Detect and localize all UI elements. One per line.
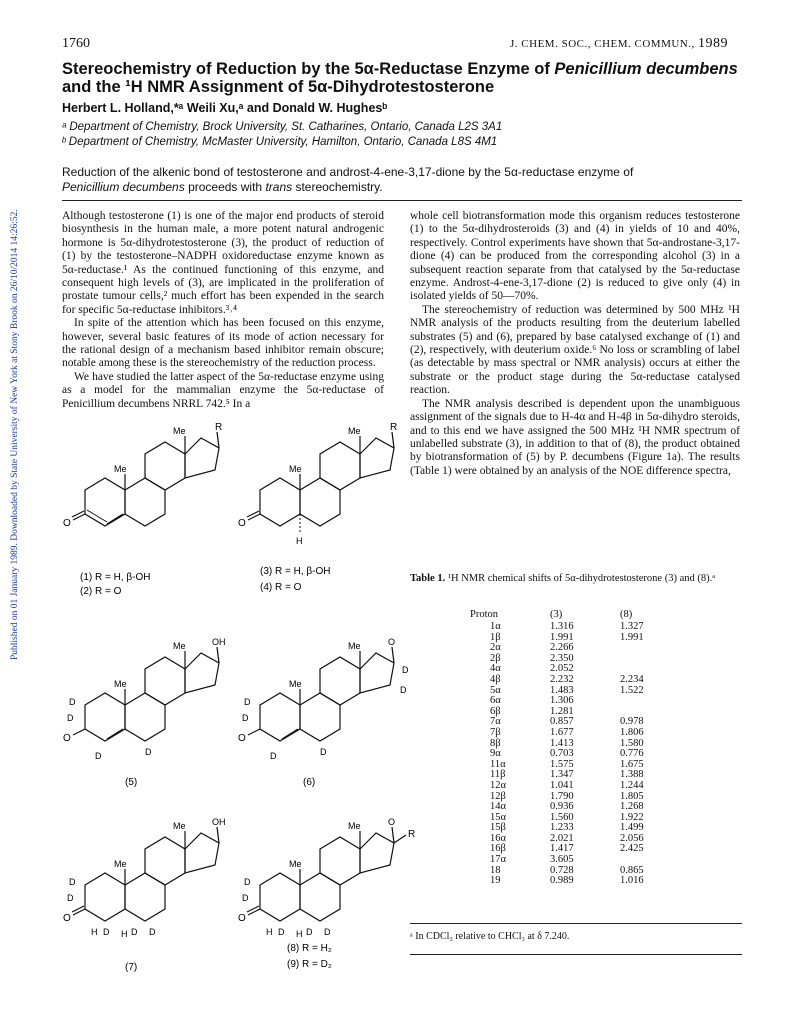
deuterium-label: D [244, 877, 251, 887]
shift-3-cell: 1.575 [550, 758, 574, 770]
proton-cell: 14α [490, 801, 507, 813]
shift-3-cell: 0.728 [550, 864, 574, 876]
oxo-label: O [63, 913, 71, 924]
table-header-row [470, 608, 680, 622]
deuterium-label: D [242, 893, 249, 903]
deuterium-label: D [278, 927, 285, 937]
shift-3-cell: 1.560 [550, 811, 574, 823]
structure-8-label: (8) R = H₂ [287, 943, 332, 954]
deuterium-label: D [67, 893, 74, 903]
shift-3-cell: 1.306 [550, 695, 574, 707]
table-row [470, 664, 680, 675]
shift-3-cell: 2.021 [550, 832, 574, 844]
shift-8-cell: 1.806 [620, 726, 644, 738]
journal-name: J. CHEM. SOC., CHEM. COMMUN., [510, 38, 695, 50]
proton-cell: 1α [490, 621, 501, 632]
column-header-compound-3: (3) [550, 608, 563, 620]
structure-1-2 [63, 422, 222, 529]
deuterium-label: D [131, 927, 138, 937]
deuterium-label: D [242, 713, 249, 723]
proton-cell: 1β [490, 631, 501, 643]
shift-3-cell: 1.417 [550, 843, 574, 855]
methyl-label: Me [114, 679, 127, 689]
table-row [470, 876, 680, 887]
proton-cell: 17α [490, 854, 507, 866]
shift-3-cell: 1.233 [550, 822, 574, 834]
table-row [470, 675, 680, 686]
shift-8-cell: 2.234 [620, 673, 644, 685]
shift-3-cell: 2.266 [550, 642, 574, 654]
methyl-label: Me [114, 859, 127, 869]
table-row [470, 696, 680, 707]
proton-cell: 12α [490, 779, 507, 791]
paragraph: whole cell biotransformation mode this organism reduces testosterone (1) to the 5α-dihydrosteroids (3) and (4) in yields of 10 and 40%, respectively. Control experiments have shown that 5α-androstane-3,17-dione (4) can be produced from the corresponding alcohol (3) in a subsequent reaction separate from that catalysed by the 5α-reductase enzyme. Androst-4-ene-3,17-dione (2) is reduced to give only (4) in isolated yields of 50—70%. [410, 210, 740, 303]
methyl-label: Me [173, 426, 186, 436]
shift-8-cell: 0.865 [620, 864, 644, 876]
abstract-trans: trans [265, 179, 293, 194]
shift-3-cell: 1.483 [550, 684, 574, 696]
paragraph: Although testosterone (1) is one of the major end products of steroid biosynthesis in the human male, a more potent natural androgenic hormone is 5α-dihydrotestosterone (3), the product of reduction of (1) by the testosterone–NADPH oxidoreductase enzyme known as 5α-reductase.¹ As the continued functioning of this enzyme, and consequent high levels of (3), are implicated in the proliferation of prostate tumour cells,² much effort has been expended in the search for specific 5α-reductase inhibitors.³˒⁴ [62, 210, 384, 316]
oxo-label: O [63, 733, 71, 744]
proton-cell: 4β [490, 673, 501, 685]
proton-cell: 11β [490, 769, 506, 781]
table-row [470, 866, 680, 877]
proton-cell: 7α [490, 716, 501, 728]
paragraph: The stereochemistry of reduction was determined by 500 MHz ¹H NMR analysis of the products resulting from the deuterium labelled substrates (5) and (6), prepared by base catalysed exchange of (1) and (2), respectively, with deuterium oxide.⁶ No loss or scrambling of label (as detectable by mass spectral or NMR analysis) occurs at either the substrate or the product stage during the 5α-reductase catalysed reaction. [410, 303, 740, 397]
proton-cell: 19 [490, 875, 501, 887]
shift-3-cell: 1.790 [550, 790, 574, 802]
deuterium-label: D [306, 927, 313, 937]
shift-8-cell: 1.244 [620, 779, 644, 791]
shift-8-cell: 0.978 [620, 716, 644, 728]
proton-cell: 16α [490, 832, 507, 844]
r-group-label: R [390, 422, 398, 433]
proton-cell: 15α [490, 811, 507, 823]
shift-8-cell: 1.522 [620, 684, 644, 696]
table-row [470, 643, 680, 654]
deuterium-label: D [145, 747, 152, 757]
structure-5 [63, 637, 226, 761]
oxo-label: O [238, 518, 246, 529]
r-group-label: R [408, 829, 416, 840]
deuterium-label: D [320, 747, 327, 757]
shift-3-cell: 1.041 [550, 779, 574, 791]
oxo-label: O [238, 913, 246, 924]
nmr-shift-table [470, 608, 680, 887]
shift-3-cell: 2.052 [550, 663, 574, 675]
deuterium-label: D [103, 927, 110, 937]
download-watermark [10, 20, 24, 660]
shift-3-cell: 1.413 [550, 737, 574, 749]
affiliation-a: ᵃ Department of Chemistry, Brock University, St. Catharines, Ontario, Canada L2S 3A1 [62, 121, 503, 133]
shift-8-cell: 1.922 [620, 811, 644, 823]
table-row [470, 855, 680, 866]
deuterium-label: D [244, 697, 251, 707]
proton-cell: 6β [490, 705, 501, 717]
structure-6-label: (6) [303, 777, 316, 788]
table-footnote-divider [410, 923, 742, 924]
hydrogen-label: H [266, 927, 273, 937]
shift-3-cell: 2.232 [550, 673, 574, 685]
shift-3-cell: 2.350 [550, 652, 574, 664]
shift-8-cell [620, 654, 680, 665]
abstract-text: Reduction of the alkenic bond of testosterone and androst-4-ene-3,17-dione by the 5α-reductase enzyme of [62, 165, 634, 179]
structure-9-label: (9) R = D₂ [287, 959, 332, 970]
table-row [470, 728, 680, 739]
shift-3-cell: 0.989 [550, 875, 574, 887]
shift-3-cell: 1.677 [550, 726, 574, 738]
authors: Herbert L. Holland,*ᵃ Weili Xu,ᵃ and Donald W. Hughesᵇ [62, 101, 388, 115]
structure-7-label: (7) [125, 962, 138, 973]
hydroxyl-label: OH [212, 637, 226, 647]
shift-8-cell: 0.776 [620, 748, 644, 760]
left-column-text [62, 210, 384, 411]
affiliation-b: ᵇ Department of Chemistry, McMaster University, Hamilton, Ontario, Canada L8S 4M1 [62, 136, 498, 148]
watermark-text: Published on 01 January 1989. Downloaded by State University of New York at Stony Brook on 26/10/2014 14:26:52. [10, 209, 20, 660]
hydrogen-label: H [91, 927, 98, 937]
shift-3-cell: 1.281 [550, 705, 574, 717]
methyl-label: Me [114, 464, 127, 474]
deuterium-label: D [400, 685, 407, 695]
shift-3-cell: 1.991 [550, 631, 574, 643]
shift-3-cell: 1.316 [550, 621, 574, 632]
abstract-organism: Penicillium decumbens [62, 179, 185, 194]
table-row [470, 622, 680, 633]
paragraph: In spite of the attention which has been focused on this enzyme, however, several basic features of its mode of action necessary for the rational design of a mechanism based inhibitor remain obscure; notable among these is the stereochemistry of the reduction process. [62, 317, 384, 370]
structure-3-4 [238, 422, 397, 546]
table-caption [410, 572, 740, 585]
shift-8-cell: 1.016 [620, 875, 644, 887]
table-row [470, 781, 680, 792]
title-organism: Penicillium decumbens [554, 60, 738, 78]
title-line-2: and the ¹H NMR Assignment of 5α-Dihydrotestosterone [62, 78, 495, 96]
steroid-structures-figure [55, 422, 416, 973]
abstract [62, 165, 742, 194]
proton-cell: 4α [490, 663, 501, 675]
proton-cell: 18 [490, 864, 501, 876]
table-row [470, 739, 680, 750]
hydroxyl-label: OH [212, 817, 226, 827]
proton-cell: 11α [490, 758, 506, 770]
structure-2-label: (2) R = O [80, 586, 122, 597]
methyl-label: Me [173, 641, 186, 651]
shift-8-cell: 2.425 [620, 843, 644, 855]
deuterium-label: D [69, 697, 76, 707]
proton-cell: 8β [490, 737, 501, 749]
proton-cell: 6α [490, 695, 501, 707]
right-column-text [410, 210, 740, 478]
abstract-text: proceeds with [184, 179, 266, 194]
deuterium-label: D [402, 665, 409, 675]
oxo-label: O [63, 518, 71, 529]
methyl-label: Me [348, 426, 361, 436]
shift-8-cell: 1.991 [620, 631, 644, 643]
shift-3-cell: 0.936 [550, 801, 574, 813]
column-header-proton: Proton [470, 608, 499, 620]
hydrogen-label: H [296, 929, 303, 939]
table-footnote: ᵃ In CDCl₃ relative to CHCl₃ at δ 7.240. [410, 931, 570, 942]
proton-cell: 2β [490, 652, 501, 664]
shift-8-cell: 1.580 [620, 737, 644, 749]
journal-header [510, 36, 728, 52]
nmr-table-container [470, 608, 680, 887]
shift-3-cell: 0.703 [550, 748, 574, 760]
paragraph: We have studied the latter aspect of the 5α-reductase enzyme using as a model for the mammalian enzyme the 5α-reductase of Penicillium decumbens NRRL 742.⁵ In a [62, 370, 384, 410]
shift-8-cell: 1.499 [620, 822, 644, 834]
structure-7 [63, 817, 226, 939]
title-part: Stereochemistry of Reduction by the 5α-Reductase Enzyme of [62, 60, 555, 78]
proton-cell: 5α [490, 684, 501, 696]
methyl-label: Me [289, 859, 302, 869]
paragraph: The NMR analysis described is dependent upon the unambiguous assignment of the signals due to H-4α and H-4β in 5α-dihydro steroids, and to this end we have assigned the 500 MHz ¹H NMR spectrum of unlabelled substrate (3), in addition to that of (8), the product obtained by biotransformation of (5) by P. decumbens (Figure 1a). The results (Table 1) were obtained by an analysis of the NOE difference spectra, [410, 397, 740, 477]
methyl-label: Me [289, 679, 302, 689]
structure-8-9 [238, 817, 415, 939]
r-group-label: R [215, 422, 223, 433]
shift-8-cell [620, 643, 680, 654]
table-label: Table 1. [410, 573, 446, 584]
shift-3-cell: 0.857 [550, 716, 574, 728]
shift-8-cell: 1.268 [620, 801, 644, 813]
shift-8-cell: 1.675 [620, 758, 644, 770]
shift-8-cell: 1.388 [620, 769, 644, 781]
table-row [470, 633, 680, 644]
hydrogen-label: H [121, 929, 128, 939]
article-title [62, 60, 742, 96]
deuterium-label: D [67, 713, 74, 723]
column-header-compound-8: (8) [620, 608, 633, 620]
proton-cell: 2α [490, 642, 501, 654]
abstract-text: stereochemistry. [292, 179, 383, 194]
shift-8-cell: 2.056 [620, 832, 644, 844]
table-row [470, 707, 680, 718]
deuterium-label: D [95, 751, 102, 761]
methyl-label: Me [289, 464, 302, 474]
methyl-label: Me [348, 641, 361, 651]
hydrogen-label: H [296, 536, 303, 546]
shift-8-cell: 1.327 [620, 621, 644, 632]
oxo-label: O [238, 733, 246, 744]
abstract-divider [62, 200, 742, 201]
structure-1-label: (1) R = H, β-OH [80, 572, 151, 583]
journal-year: 1989 [698, 36, 728, 51]
proton-cell: 12β [490, 790, 506, 802]
proton-cell: 16β [490, 843, 506, 855]
methyl-label: Me [173, 821, 186, 831]
table-row [470, 686, 680, 697]
proton-cell: 7β [490, 726, 501, 738]
table-caption-text: ¹H NMR chemical shifts of 5α-dihydrotestosterone (3) and (8).ᵃ [445, 573, 716, 584]
deuterium-label: D [149, 927, 156, 937]
proton-cell: 15β [490, 822, 506, 834]
proton-cell: 9α [490, 748, 501, 760]
shift-8-cell: 1.805 [620, 790, 644, 802]
methyl-label: Me [348, 821, 361, 831]
structure-5-label: (5) [125, 777, 138, 788]
table-row [470, 654, 680, 665]
oxo-label: O [388, 817, 396, 827]
shift-8-cell [620, 696, 680, 707]
deuterium-label: D [69, 877, 76, 887]
table-row [470, 717, 680, 728]
shift-3-cell: 1.347 [550, 769, 574, 781]
structure-3-label: (3) R = H, β-OH [260, 566, 331, 577]
page-number: 1760 [62, 36, 90, 51]
oxo-label: O [388, 637, 396, 647]
deuterium-label: D [324, 927, 331, 937]
deuterium-label: D [270, 751, 277, 761]
shift-3-cell: 3.605 [550, 854, 574, 866]
structure-6 [238, 637, 409, 761]
structure-4-label: (4) R = O [260, 582, 302, 593]
bottom-divider [410, 954, 742, 955]
